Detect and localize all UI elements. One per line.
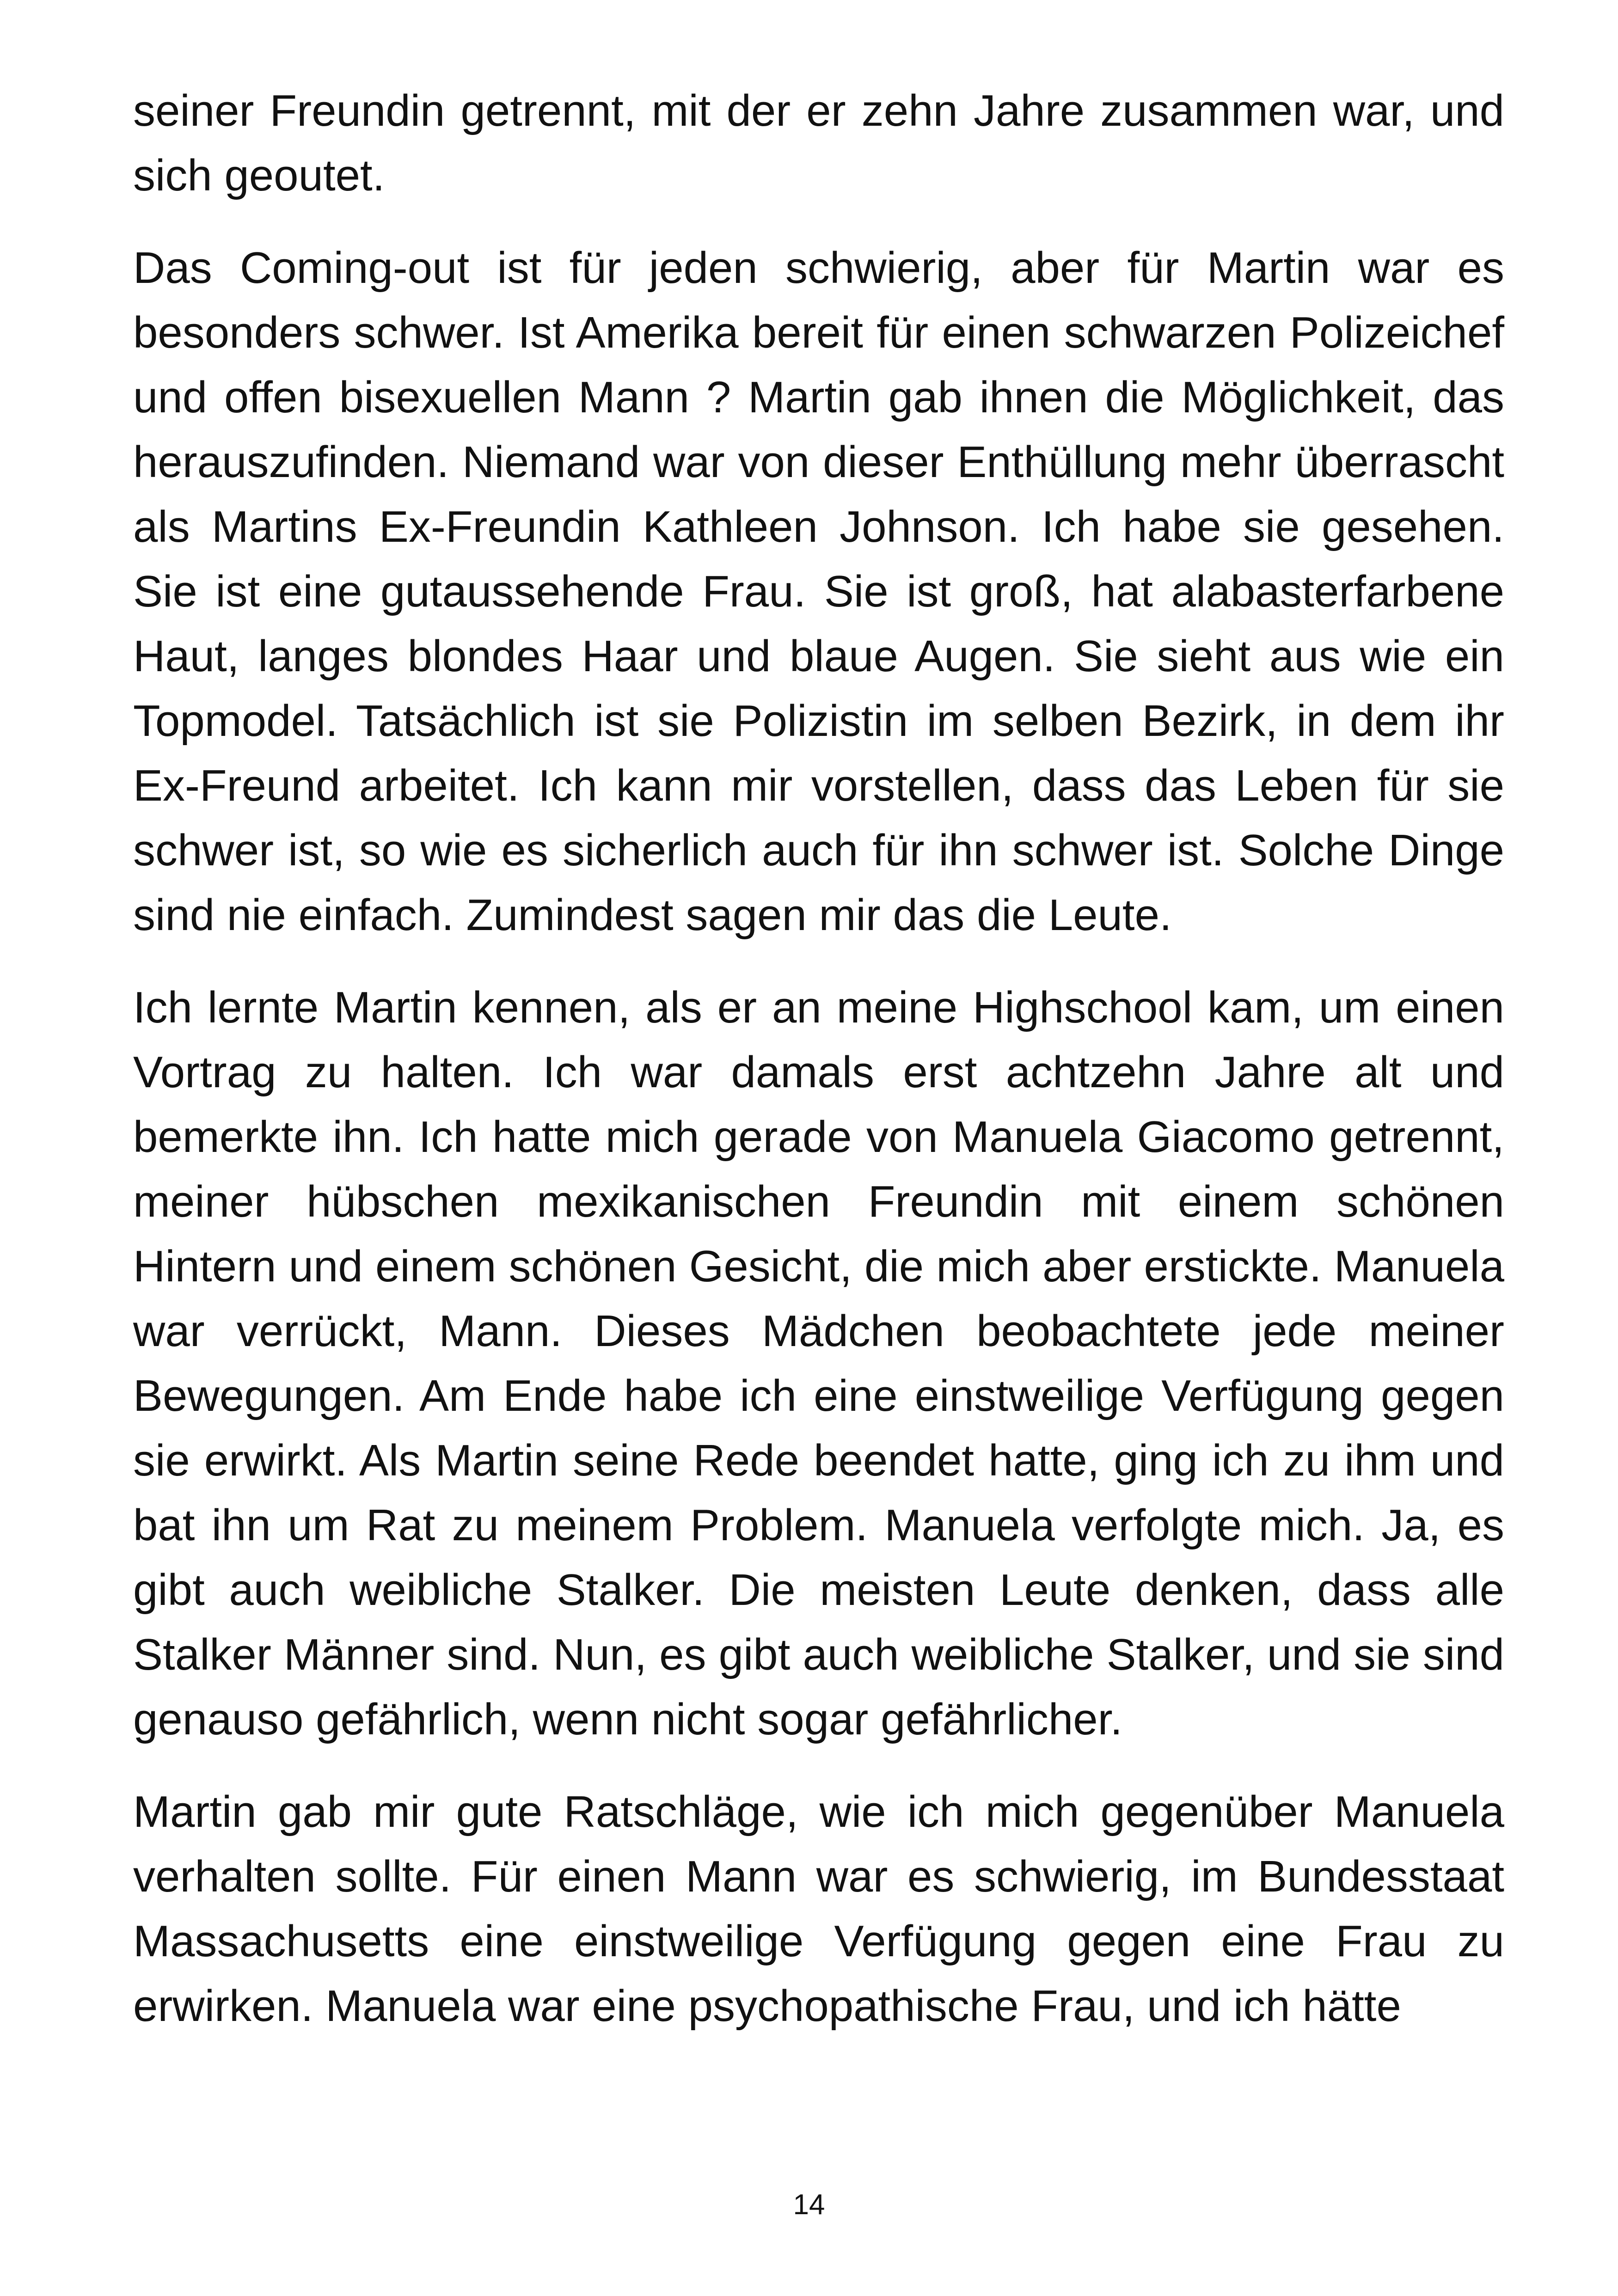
paragraph-3: Ich lernte Martin kennen, als er an meine Highschool kam, um einen Vortrag zu halten. Ich war damals erst achtzehn Jahre alt und bemerkte ihn. Ich hatte mich gerade von Manuela Giacomo getrennt, meiner hübschen mexikanischen Freundin mit einem schönen Hintern und einem schönen Gesicht, die mich aber erstickte. Manuela war verrückt, Mann. Dieses Mädchen beobachtete jede meiner Bewegungen. Am Ende habe ich eine einstweilige Verfügung gegen sie erwirkt. Als Martin seine Rede beendet hatte, ging ich zu ihm und bat ihn um Rat zu meinem Problem. Manuela verfolgte mich. Ja, es gibt auch weibliche Stalker. Die meisten Leute denken, dass alle Stalker Männer sind. Nun, es gibt auch weibliche Stalker, und sie sind genauso gefährlich, wenn nicht sogar gefährlicher. — [133, 983, 1504, 1744]
paragraph-2: Das Coming-out ist für jeden schwierig, aber für Martin war es besonders schwer. Ist Amerika bereit für einen schwarzen Polizeichef und offen bisexuellen Mann ? Martin gab ihnen die Möglichkeit, das herauszufinden. Niemand war von dieser Enthüllung mehr überrascht als Martins Ex-Freundin Kathleen Johnson. Ich habe sie gesehen. Sie ist eine gutaussehende Frau. Sie ist groß, hat alabasterfarbene Haut, langes blondes Haar und blaue Augen. Sie sieht aus wie ein Topmodel. Tatsächlich ist sie Polizistin im selben Bezirk, in dem ihr Ex-Freund arbeitet. Ich kann mir vorstellen, dass das Leben für sie schwer ist, so wie es sicherlich auch für ihn schwer ist. Solche Dinge sind nie einfach. Zumindest sagen mir das die Leute. — [133, 243, 1504, 940]
paragraph-1: seiner Freundin getrennt, mit der er zehn Jahre zusammen war, und sich geoutet. — [133, 86, 1504, 200]
body-text — [133, 79, 1504, 2066]
paragraph-4: Martin gab mir gute Ratschläge, wie ich mich gegenüber Manuela verhalten sollte. Für einen Mann war es schwierig, im Bundesstaat Massachusetts eine einstweilige Verfügung gegen eine Frau zu erwirken. Manuela war eine psychopathische Frau, und ich hätte — [133, 1787, 1504, 2031]
page-number: 14 — [793, 2189, 825, 2221]
